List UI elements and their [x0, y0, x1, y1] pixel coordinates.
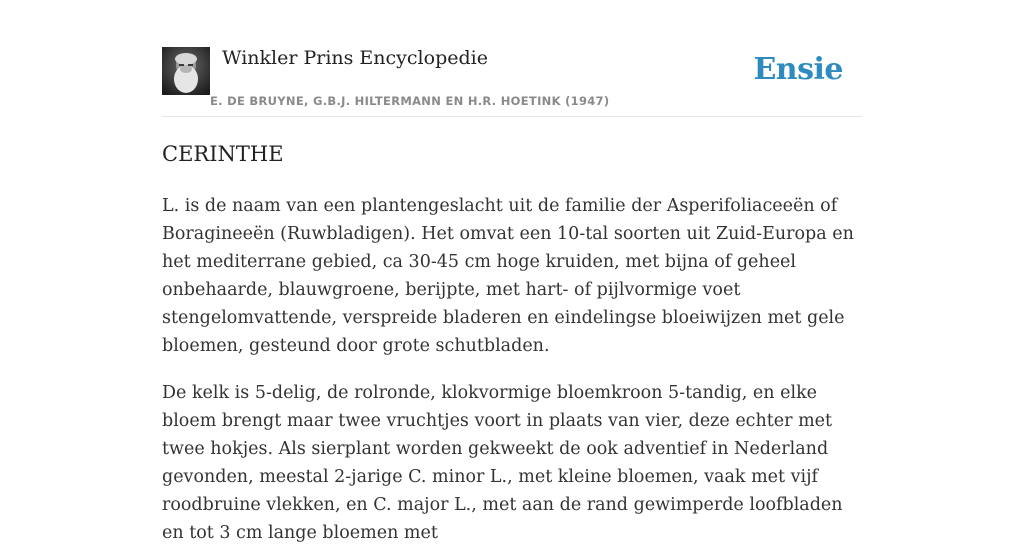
article-paragraph: De kelk is 5-delig, de rolronde, klokvormige bloemkroon 5-tandig, en elke bloem brengt maar twee vruchtjes voort in plaats van vier, deze echter met twee hokjes. Als sierplant worden gekweekt de ook adventief in Nederland gevonden, meestal 2-jarige C. minor L., met kleine bloemen, vaak met vijf roodbruine vlekken, en C. major L., met aan de rand gewimperde loofbladen en tot 3 cm lange bloemen met	[162, 383, 843, 543]
source-authors: E. DE BRUYNE, G.B.J. HILTERMANN EN H.R. HOETINK (1947)	[210, 94, 610, 108]
source-header	[162, 46, 862, 117]
article	[162, 138, 862, 547]
article-paragraph: L. is de naam van een plantengeslacht uit de familie der Asperifoliaceeën of Boragineeën (Ruwbladigen). Het omvat een 10-tal soorten uit Zuid-Europa en het mediterrane gebied, ca 30-45 cm hoge kruiden, met bijna of geheel onbehaarde, blauwgroene, berijpte, met hart- of pijlvormige voet stengelomvattende, verspreide bladeren en eindelingse bloeiwijzen met gele bloemen, gesteund door grote schutbladen.	[162, 196, 854, 356]
source-title[interactable]: Winkler Prins Encyclopedie	[222, 47, 488, 69]
ensie-logo[interactable]: Ensie	[753, 52, 843, 87]
author-portrait-icon	[162, 47, 210, 95]
author-avatar[interactable]	[162, 47, 210, 95]
article-headword: CERINTHE	[162, 142, 284, 166]
